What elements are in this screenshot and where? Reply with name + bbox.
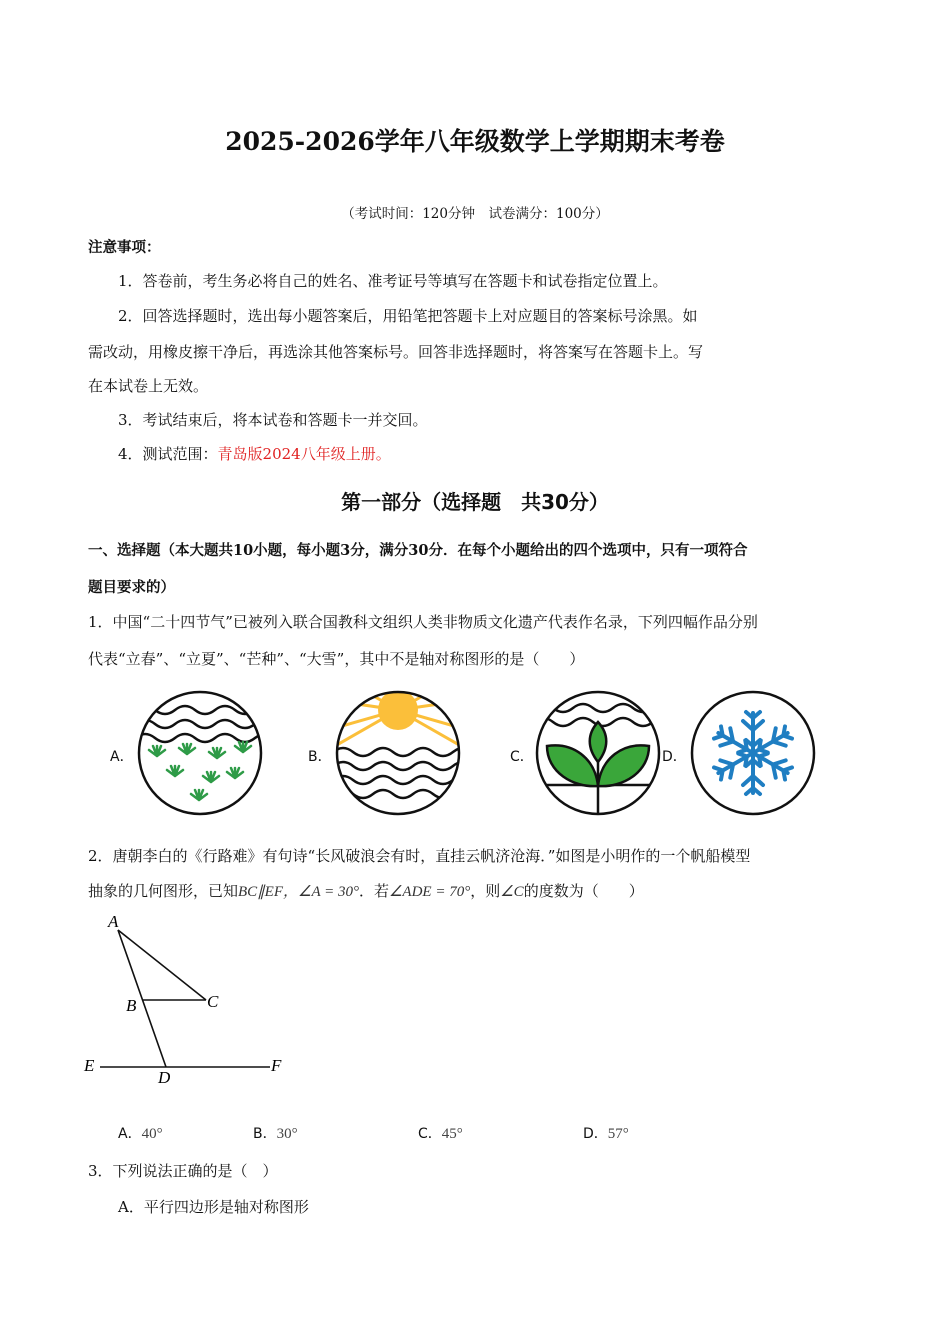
page-title: 2025-2026学年八年级数学上学期期末考卷 <box>225 127 725 156</box>
q2-option-d[interactable] <box>583 1123 629 1143</box>
q2-option-a-value: 40° <box>141 1126 163 1142</box>
label-e: E <box>84 1056 95 1075</box>
section-heading-line-2: 题目要求的） <box>88 579 175 596</box>
note-2-line-2: 需改动，用橡皮擦干净后，再选涂其他答案标号。回答非选择题时，将答案写在答题卡上。写 <box>88 343 704 361</box>
q2-stem-line-2 <box>88 880 644 901</box>
sprout-image <box>533 688 663 818</box>
q2-option-b-value: 30° <box>276 1126 298 1142</box>
q2-stem-line-1: 2．唐朝李白的《行路难》有句诗“长风破浪会有时，直挂云帆济沧海．”如图是小明作的一个帆船模型 <box>88 847 751 865</box>
q2-option-c-label: C． <box>418 1126 442 1142</box>
q3-option-a[interactable]: A．平行四边形是轴对称图形 <box>118 1198 309 1216</box>
q2-geometry-figure <box>78 905 298 1090</box>
q1-option-c-label[interactable]: C． <box>510 749 534 765</box>
label-a: A <box>108 912 119 931</box>
section-title: 第一部分（选择题 共30分） <box>341 490 609 514</box>
q2-text-d: 的度数为（ ） <box>523 882 644 900</box>
label-d: D <box>158 1068 171 1087</box>
note-1: 1．答卷前，考生务必将自己的姓名、准考证号等填写在答题卡和试卷指定位置上。 <box>118 272 668 290</box>
note-4 <box>118 443 391 464</box>
q2-option-b[interactable] <box>253 1123 298 1143</box>
q1-stem-line-1: 1．中国“二十四节气”已被列入联合国教科文组织人类非物质文化遗产代表作名录，下列四幅作品分别 <box>88 613 758 631</box>
label-f: F <box>271 1056 282 1075</box>
q2-text-b: ．若 <box>358 882 389 900</box>
test-scope: 青岛版2024八年级上册。 <box>217 445 391 463</box>
q2-option-d-label: D． <box>583 1126 608 1142</box>
q2-option-d-value: 57° <box>607 1126 629 1142</box>
q2-text-c: ，则 <box>470 882 501 900</box>
line-ac <box>118 930 206 1000</box>
q2-option-a-label: A． <box>118 1126 142 1142</box>
notes-heading: 注意事项： <box>88 240 161 256</box>
q2-option-a[interactable] <box>118 1123 163 1143</box>
q3-stem: 3．下列说法正确的是（ ） <box>88 1162 278 1180</box>
q2-angle-c: ∠C <box>500 884 524 900</box>
q2-given-parallel-angle: BC∥EF，∠A = 30° <box>238 884 359 900</box>
note-2-line-3: 在本试卷上无效。 <box>88 377 209 395</box>
spring-grass-image <box>135 688 265 818</box>
q1-option-b-label[interactable]: B． <box>308 749 332 765</box>
note-2-line-1: 2．回答选择题时，选出每小题答案后，用铅笔把答题卡上对应题目的答案标号涂黑。如 <box>118 307 698 325</box>
label-b: B <box>126 996 137 1015</box>
summer-sun-image <box>333 688 463 818</box>
section-heading-line-1: 一、选择题（本大题共10小题，每小题3分，满分30分．在每个小题给出的四个选项中，只有一项符合 <box>88 542 748 559</box>
q1-stem-line-2: 代表“立春”、“立夏”、“芒种”、“大雪”，其中不是轴对称图形的是（ ） <box>88 650 585 668</box>
note-4-prefix: 4．测试范围： <box>118 445 218 463</box>
q2-option-b-label: B． <box>253 1126 277 1142</box>
q1-option-d-label[interactable]: D． <box>662 749 687 765</box>
q2-text-a: 抽象的几何图形，已知 <box>88 882 239 900</box>
q2-option-c[interactable] <box>418 1123 463 1143</box>
q2-option-c-value: 45° <box>441 1126 463 1142</box>
label-c: C <box>207 992 219 1011</box>
q2-given-angle-ade: ∠ADE = 70° <box>388 884 471 900</box>
q1-option-a-label[interactable]: A． <box>110 749 134 765</box>
note-3: 3．考试结束后，将本试卷和答题卡一并交回。 <box>118 411 428 429</box>
snowflake-image <box>688 688 818 818</box>
exam-info: （考试时间：120分钟 试卷满分：100分） <box>341 206 609 222</box>
